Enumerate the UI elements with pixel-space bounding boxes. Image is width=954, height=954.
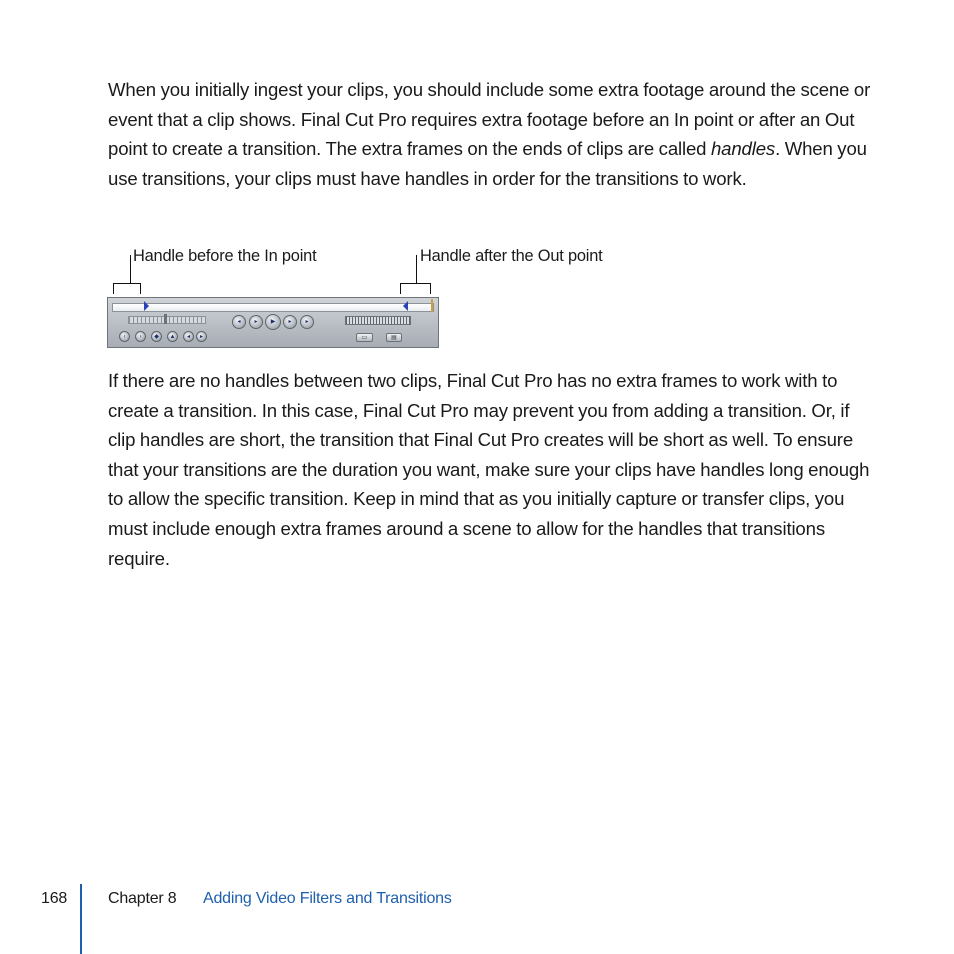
mark-in-button[interactable]: ‹: [119, 331, 130, 342]
paragraph-1-text-end: . When you use transitions, your clips must have handles in order for the transitions to work.: [108, 138, 867, 189]
chapter-title[interactable]: Adding Video Filters and Transitions: [203, 890, 452, 907]
scrubber-bar[interactable]: [112, 303, 434, 312]
paragraph-1-text-start: When you initially ingest your clips, you should include some extra footage around the scene or event that a clip shows. Final Cut Pro requires extra footage before an In point or after an Out point to create a transition. The extra frames on the ends of clips are called: [108, 79, 871, 160]
callout-handle-before-in: Handle before the In point: [133, 247, 317, 265]
viewer-transport-controls: [107, 297, 439, 348]
body-paragraph-1: [108, 75, 878, 193]
body-paragraph-2: If there are no handles between two clips, Final Cut Pro has no extra frames to work with to create a transition. In this case, Final Cut Pro may prevent you from adding a transition. Or, if clip handles are short, the transition that Final Cut Pro creates will be short as well. To ensure that your transitions are the duration you want, make sure your clips have handles long enough to allow the specific transition. Keep in mind that as you initially capture or transfer clips, you must include enough extra frames around a scene to allow for the handles that transitions require.: [108, 370, 870, 569]
callout-line-out: [416, 255, 417, 284]
play-button[interactable]: ▶: [265, 314, 281, 330]
show-match-frame-button[interactable]: ▭: [356, 333, 373, 342]
in-point-marker[interactable]: [144, 301, 149, 311]
shuttle-control[interactable]: [345, 316, 411, 325]
callout-handle-after-out: Handle after the Out point: [420, 247, 603, 265]
jog-knob[interactable]: [164, 314, 167, 324]
playhead[interactable]: [431, 299, 433, 312]
next-edit-button[interactable]: ▸: [300, 315, 314, 329]
play-in-to-out-button[interactable]: ▸: [249, 315, 263, 329]
term-handles: handles: [710, 138, 776, 160]
out-point-marker[interactable]: [403, 301, 408, 311]
jog-control[interactable]: [128, 316, 206, 324]
previous-edit-button[interactable]: ◂: [232, 315, 246, 329]
chapter-label: Chapter 8: [108, 890, 177, 907]
add-keyframe-button[interactable]: ◂: [183, 331, 194, 342]
footer-rule: [80, 884, 82, 954]
match-frame-button[interactable]: ▸: [196, 331, 207, 342]
mark-clip-toggle-button[interactable]: ▤: [386, 333, 402, 342]
callout-line-in: [130, 255, 131, 284]
mark-out-button[interactable]: ›: [135, 331, 146, 342]
play-around-current-button[interactable]: ▸: [283, 315, 297, 329]
bracket-out: [400, 283, 431, 294]
bracket-in: [113, 283, 141, 294]
mark-clip-button[interactable]: ◆: [151, 331, 162, 342]
page-number: 168: [41, 890, 68, 907]
add-marker-button[interactable]: ▲: [167, 331, 178, 342]
